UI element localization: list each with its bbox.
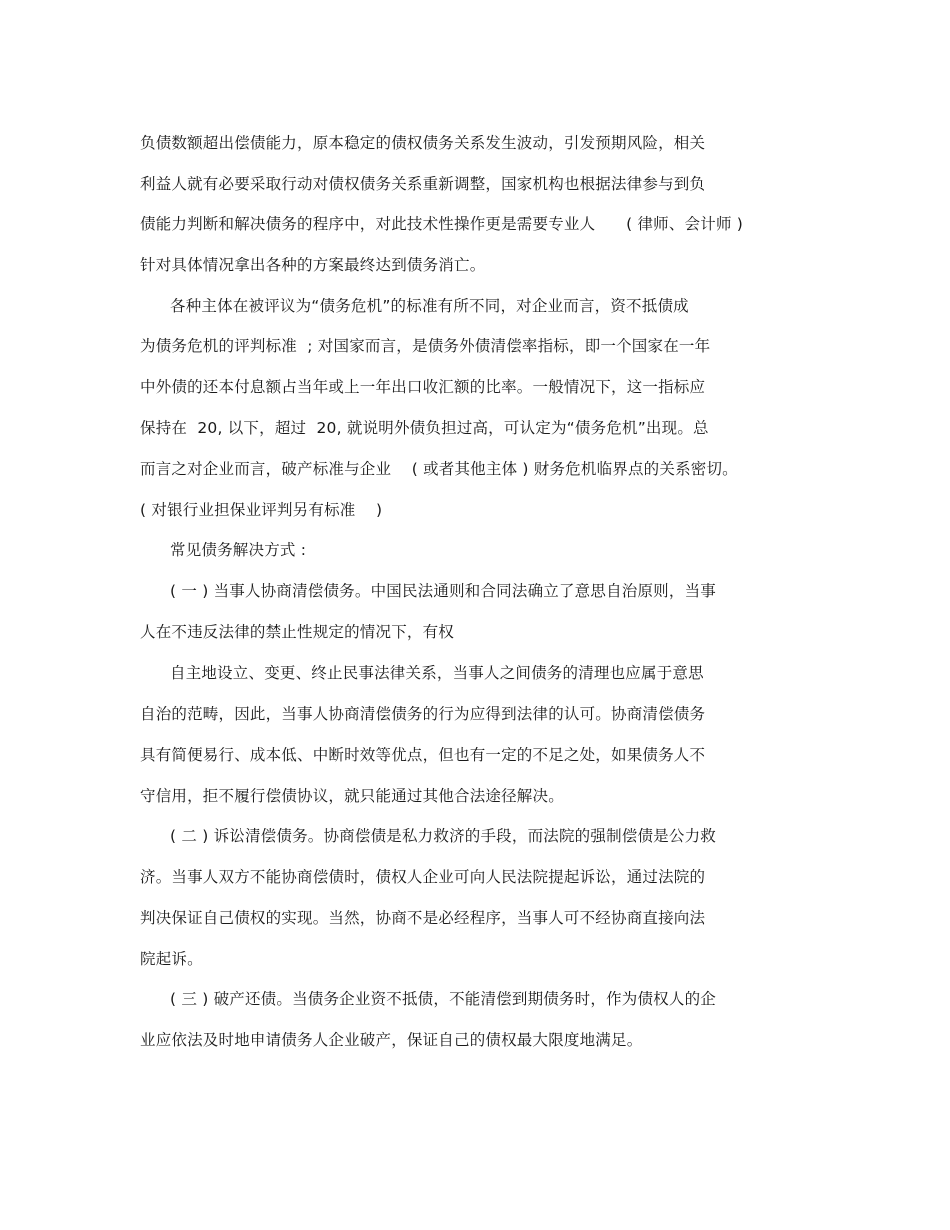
text-line: 济。当事人双方不能协商偿债时，债权人企业可向人民法院提起诉讼，通过法院的 (140, 868, 706, 886)
text-line: 债能力判断和解决债务的程序中，对此技术性操作更是需要专业人 ( 律师、会计师 ) (140, 215, 744, 233)
text-line: 人在不违反法律的禁止性规定的情况下，有权 (140, 623, 455, 641)
text-line: 具有简便易行、成本低、中断时效等优点，但也有一定的不足之处，如果债务人不 (140, 746, 706, 764)
text-line: 常见债务解决方式 : (170, 541, 307, 559)
text-line: 院起诉。 (140, 950, 203, 968)
text-line: 自主地设立、变更、终止民事法律关系，当事人之间债务的清理也应属于意思 (170, 664, 704, 682)
text-line: 利益人就有必要采取行动对债权债务关系重新调整，国家机构也根据法律参与到负 (140, 175, 706, 193)
text-line: 而言之对企业而言，破产标准与企业 ( 或者其他主体 ) 财务危机临界点的关系密切。 (140, 460, 738, 478)
text-line: ( 三 ) 破产还债。当债务企业资不抵债，不能清偿到期债务时，作为债权人的企 (170, 990, 716, 1008)
text-line: ( 对银行业担保业评判另有标准 ) (140, 501, 383, 519)
text-line: ( 二 ) 诉讼清偿债务。协商偿债是私力救济的手段，而法院的强制偿债是公力救 (170, 827, 716, 845)
text-line: 负债数额超出偿债能力，原本稳定的债权债务关系发生波动，引发预期风险，相关 (140, 134, 706, 152)
text-line: 保持在 20, 以下，超过 20, 就说明外债负担过高，可认定为“债务危机”出现。总 (140, 419, 709, 437)
text-line: 为债务危机的评判标准 ; 对国家而言，是债务外债清偿率指标，即一个国家在一年 (140, 337, 711, 355)
text-line: 自治的范畴，因此，当事人协商清偿债务的行为应得到法律的认可。协商清偿债务 (140, 705, 706, 723)
text-line: 中外债的还本付息额占当年或上一年出口收汇额的比率。一般情况下，这一指标应 (140, 378, 706, 396)
text-line: 各种主体在被评议为“债务危机”的标准有所不同，对企业而言，资不抵债成 (170, 297, 689, 315)
text-line: 业应依法及时地申请债务人企业破产，保证自己的债权最大限度地满足。 (140, 1031, 643, 1049)
text-line: 判决保证自己债权的实现。当然，协商不是必经程序，当事人可不经协商直接向法 (140, 909, 706, 927)
text-line: 针对具体情况拿出各种的方案最终达到债务消亡。 (140, 256, 486, 274)
text-line: ( 一 ) 当事人协商清偿债务。中国民法通则和合同法确立了意思自治原则，当事 (170, 582, 716, 600)
text-line: 守信用，拒不履行偿债协议，就只能通过其他合法途径解决。 (140, 787, 564, 805)
